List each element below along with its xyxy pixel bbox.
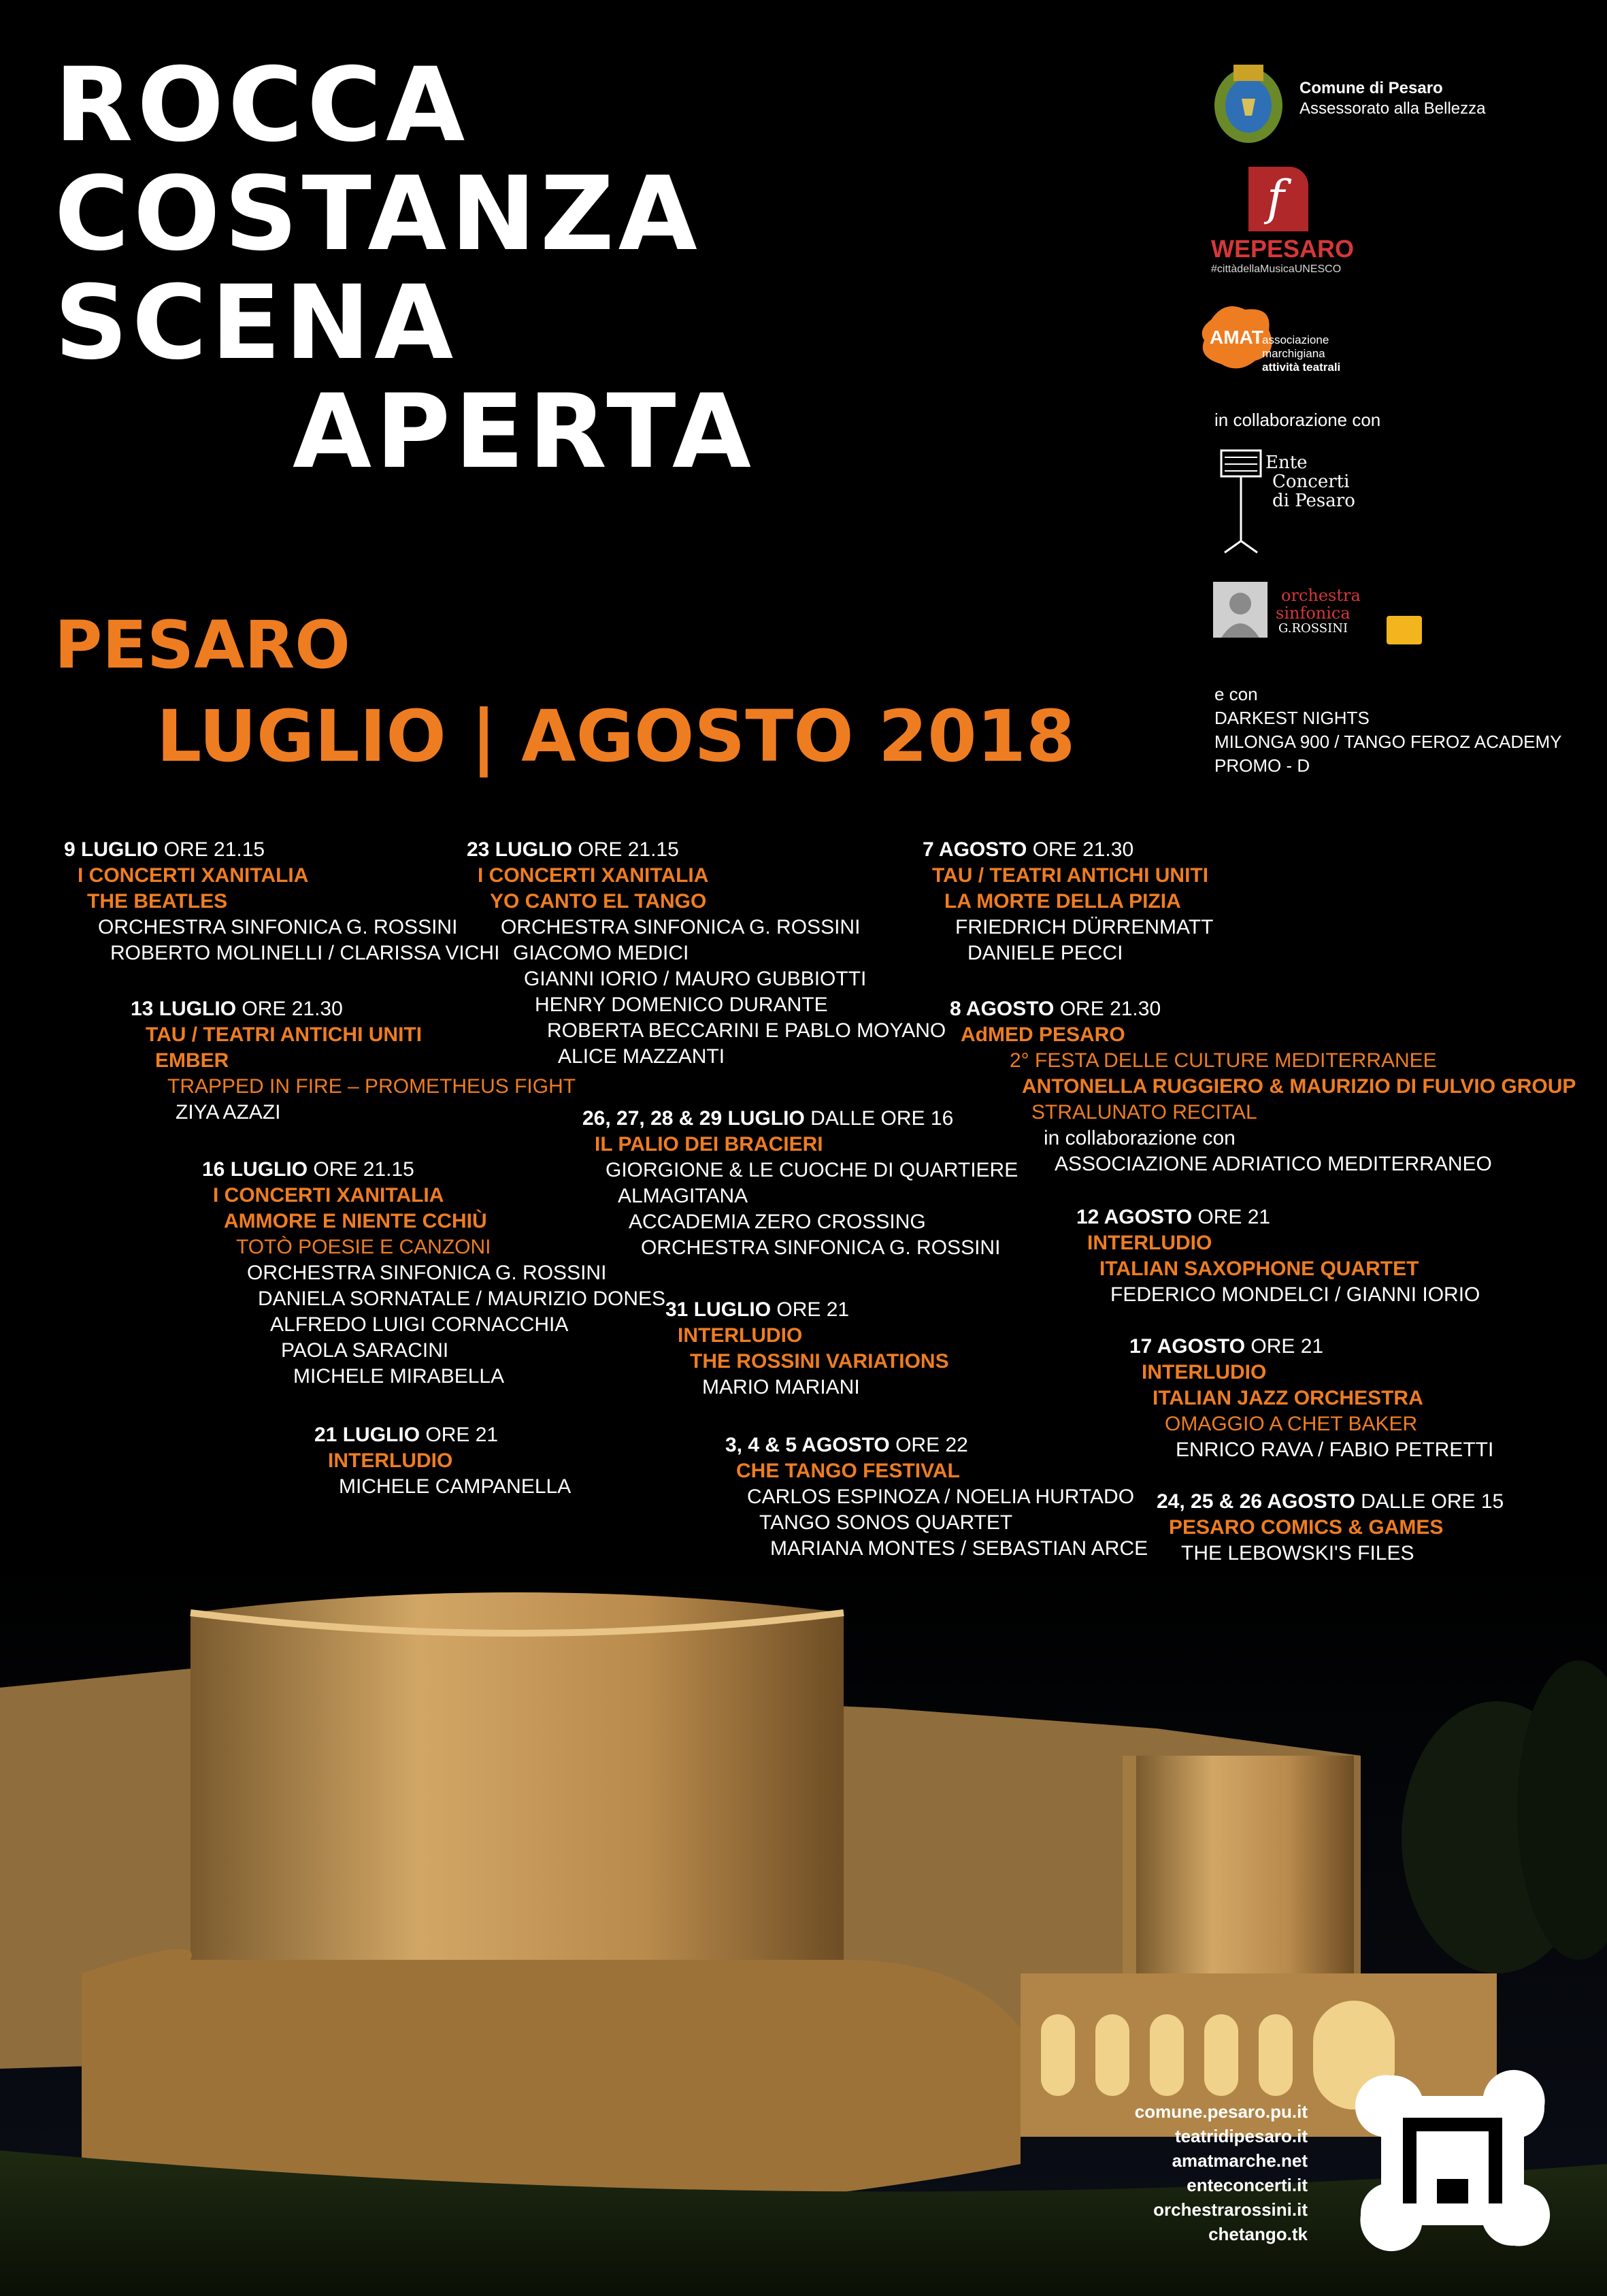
event-time: ORE 21 <box>425 1424 499 1446</box>
event-title: PESARO COMICS & GAMES <box>1169 1516 1444 1539</box>
event-performer: ORCHESTRA SINFONICA G. ROSSINI <box>641 1236 1001 1259</box>
ente-line-1: Ente <box>1265 453 1308 473</box>
event-performer: DANIELE PECCI <box>967 942 1123 964</box>
event-date: 21 LUGLIO <box>314 1424 420 1446</box>
period-heading: LUGLIO | AGOSTO 2018 <box>156 695 1076 778</box>
kaffeina-logo-icon <box>1387 616 1422 644</box>
event-23-luglio <box>467 837 946 1070</box>
event-subtitle: 2° FESTA DELLE CULTURE MEDITERRANEE <box>1010 1049 1437 1072</box>
event-note: in collaborazione con <box>1044 1127 1236 1149</box>
event-time: DALLE ORE 15 <box>1361 1490 1504 1513</box>
city-heading: PESARO <box>54 607 350 683</box>
event-date: 13 LUGLIO <box>131 998 237 1020</box>
event-subtitle: TRAPPED IN FIRE – PROMETHEUS FIGHT <box>167 1075 576 1098</box>
website-link[interactable]: enteconcerti.it <box>1187 2175 1308 2195</box>
event-16-luglio <box>202 1157 666 1390</box>
event-12-agosto <box>1076 1204 1480 1308</box>
event-8-agosto <box>950 996 1576 1177</box>
event-performer: GIACOMO MEDICI <box>513 942 689 964</box>
event-performer: ORCHESTRA SINFONICA G. ROSSINI <box>501 916 861 938</box>
event-series: I CONCERTI XANITALIA <box>78 864 309 887</box>
event-title: YO CANTO EL TANGO <box>490 890 707 913</box>
website-link[interactable]: chetango.tk <box>1208 2224 1308 2244</box>
event-date: 9 LUGLIO <box>64 838 159 861</box>
econ-line-1: DARKEST NIGHTS <box>1214 708 1370 728</box>
event-series: I CONCERTI XANITALIA <box>213 1184 444 1207</box>
event-performer: FRIEDRICH DÜRRENMATT <box>955 916 1214 938</box>
event-date: 16 LUGLIO <box>202 1158 308 1181</box>
event-time: ORE 21.30 <box>242 998 343 1020</box>
event-performer: GIANNI IORIO / MAURO GUBBIOTTI <box>524 968 867 990</box>
event-performer: ROBERTA BECCARINI E PABLO MOYANO <box>547 1019 946 1042</box>
event-subtitle: OMAGGIO A CHET BAKER <box>1165 1413 1418 1435</box>
event-31-luglio <box>665 1297 949 1400</box>
amat-line-3: attività teatrali <box>1262 361 1341 374</box>
amat-line-2: marchigiana <box>1262 347 1325 360</box>
castle-emblem-icon <box>1354 2069 1551 2252</box>
event-time: ORE 21 <box>1250 1335 1324 1358</box>
orchestra-line-2: sinfonica <box>1276 604 1351 623</box>
title-line-3: SCENA <box>54 264 458 382</box>
event-performer: ENRICO RAVA / FABIO PETRETTI <box>1176 1439 1494 1461</box>
ente-line-2: Concerti <box>1272 472 1350 492</box>
event-performer: ACCADEMIA ZERO CROSSING <box>629 1211 926 1233</box>
event-date: 3, 4 & 5 AGOSTO <box>725 1434 890 1456</box>
event-date: 23 LUGLIO <box>467 838 573 861</box>
event-subtitle: TOTÒ POESIE E CANZONI <box>236 1236 491 1258</box>
event-series: I CONCERTI XANITALIA <box>478 864 709 887</box>
collab-label: in collaborazione con <box>1214 410 1381 430</box>
svg-text:f: f <box>1267 170 1285 226</box>
orchestra-line-1: orchestra <box>1281 586 1361 605</box>
event-time: ORE 21.30 <box>1059 998 1161 1020</box>
website-link[interactable]: orchestrarossini.it <box>1153 2199 1308 2220</box>
comune-crest-icon <box>1208 58 1289 146</box>
music-stand-icon <box>1218 449 1265 555</box>
rossini-portrait-icon <box>1213 582 1268 638</box>
event-performer: ZIYA AZAZI <box>176 1101 281 1124</box>
event-26-29-luglio <box>582 1106 1018 1261</box>
event-performer: THE LEBOWSKI'S FILES <box>1181 1542 1414 1564</box>
event-date: 8 AGOSTO <box>950 998 1055 1020</box>
event-title: AMMORE E NIENTE CCHIÙ <box>224 1210 487 1232</box>
event-title: THE BEATLES <box>87 890 228 913</box>
websites-list <box>1135 2099 1308 2246</box>
event-time: ORE 22 <box>895 1434 968 1456</box>
event-series: INTERLUDIO <box>678 1324 803 1347</box>
econ-line-2: MILONGA 900 / TANGO FEROZ ACADEMY <box>1214 732 1562 752</box>
event-time: DALLE ORE 16 <box>810 1107 954 1130</box>
event-title: LA MORTE DELLA PIZIA <box>944 890 1181 913</box>
event-date: 12 AGOSTO <box>1076 1206 1193 1228</box>
event-21-luglio <box>314 1422 571 1500</box>
event-performer: HENRY DOMENICO DURANTE <box>535 994 828 1016</box>
event-performer: ALICE MAZZANTI <box>558 1045 725 1068</box>
event-performer: MARIO MARIANI <box>702 1376 860 1398</box>
event-time: ORE 21.30 <box>1032 838 1134 861</box>
event-title: EMBER <box>155 1049 229 1072</box>
ente-line-3: di Pesaro <box>1272 491 1355 511</box>
event-series: TAU / TEATRI ANTICHI UNITI <box>932 864 1209 887</box>
event-time: ORE 21.15 <box>313 1158 414 1181</box>
event-subtitle: STRALUNATO RECITAL <box>1031 1101 1257 1124</box>
comune-name: Comune di Pesaro <box>1299 79 1443 97</box>
comune-sub: Assessorato alla Bellezza <box>1299 99 1486 118</box>
event-date: 24, 25 & 26 AGOSTO <box>1157 1490 1355 1513</box>
event-performer: DANIELA SORNATALE / MAURIZIO DONES <box>258 1288 666 1310</box>
event-17-agosto <box>1129 1334 1494 1463</box>
amat-name: AMAT <box>1210 327 1263 348</box>
event-time: ORE 21.15 <box>578 838 679 861</box>
event-9-luglio <box>64 837 500 966</box>
event-performer: PAOLA SARACINI <box>281 1339 449 1362</box>
website-link[interactable]: teatridipesaro.it <box>1174 2126 1308 2146</box>
amat-line-1: associazione <box>1262 333 1329 346</box>
event-series: INTERLUDIO <box>1087 1232 1212 1254</box>
orchestra-line-3: G.ROSSINI <box>1278 621 1348 636</box>
event-performer: ALFREDO LUIGI CORNACCHIA <box>270 1313 569 1336</box>
event-performer: ORCHESTRA SINFONICA G. ROSSINI <box>247 1262 607 1284</box>
event-time: ORE 21.15 <box>163 838 265 861</box>
event-date: 26, 27, 28 & 29 LUGLIO <box>582 1107 805 1130</box>
event-date: 31 LUGLIO <box>665 1298 772 1321</box>
event-performer: ROBERTO MOLINELLI / CLARISSA VICHI <box>110 942 500 964</box>
event-title: IL PALIO DEI BRACIERI <box>595 1133 823 1155</box>
event-title: ANTONELLA RUGGIERO & MAURIZIO DI FULVIO GROUP <box>1022 1075 1576 1098</box>
website-link[interactable]: amatmarche.net <box>1172 2150 1308 2171</box>
event-24-26-agosto <box>1157 1489 1504 1567</box>
wepesaro-name: WEPESARO <box>1211 235 1355 263</box>
event-performer: ASSOCIAZIONE ADRIATICO MEDITERRANEO <box>1055 1153 1492 1175</box>
event-series: TAU / TEATRI ANTICHI UNITI <box>146 1023 423 1046</box>
event-title: CHE TANGO FESTIVAL <box>736 1460 960 1482</box>
econ-label: e con <box>1214 684 1258 704</box>
event-performer: GIORGIONE & LE CUOCHE DI QUARTIERE <box>606 1159 1018 1181</box>
event-performer: TANGO SONOS QUARTET <box>759 1511 1013 1534</box>
event-title: ITALIAN SAXOPHONE QUARTET <box>1099 1258 1419 1280</box>
title-line-1: ROCCA <box>54 46 469 165</box>
event-time: ORE 21 <box>776 1298 850 1321</box>
event-performer: CARLOS ESPINOZA / NOELIA HURTADO <box>747 1486 1135 1508</box>
title-line-2: COSTANZA <box>54 155 701 274</box>
event-performer: MICHELE MIRABELLA <box>293 1365 505 1388</box>
event-series: INTERLUDIO <box>1142 1361 1267 1383</box>
event-performer: FEDERICO MONDELCI / GIANNI IORIO <box>1110 1283 1480 1306</box>
event-series: AdMED PESARO <box>961 1023 1125 1046</box>
event-series: INTERLUDIO <box>328 1449 453 1472</box>
event-performer: ORCHESTRA SINFONICA G. ROSSINI <box>98 916 458 938</box>
website-link[interactable]: comune.pesaro.pu.it <box>1134 2101 1308 2122</box>
wepesaro-mark-icon <box>1242 167 1310 231</box>
event-time: ORE 21 <box>1197 1206 1271 1228</box>
event-performer: ALMAGITANA <box>618 1185 748 1207</box>
event-title: ITALIAN JAZZ ORCHESTRA <box>1153 1387 1423 1409</box>
title-line-4: APERTA <box>293 373 756 491</box>
event-3-5-agosto <box>725 1432 1148 1562</box>
event-date: 7 AGOSTO <box>923 838 1027 861</box>
wepesaro-sub: #cittàdellaMusicaUNESCO <box>1211 263 1342 275</box>
event-performer: MICHELE CAMPANELLA <box>339 1475 571 1498</box>
event-date: 17 AGOSTO <box>1129 1335 1246 1358</box>
event-title: THE ROSSINI VARIATIONS <box>690 1350 949 1373</box>
event-performer: MARIANA MONTES / SEBASTIAN ARCE <box>770 1537 1148 1560</box>
event-7-agosto <box>923 837 1214 966</box>
econ-line-3: PROMO - D <box>1214 755 1310 776</box>
